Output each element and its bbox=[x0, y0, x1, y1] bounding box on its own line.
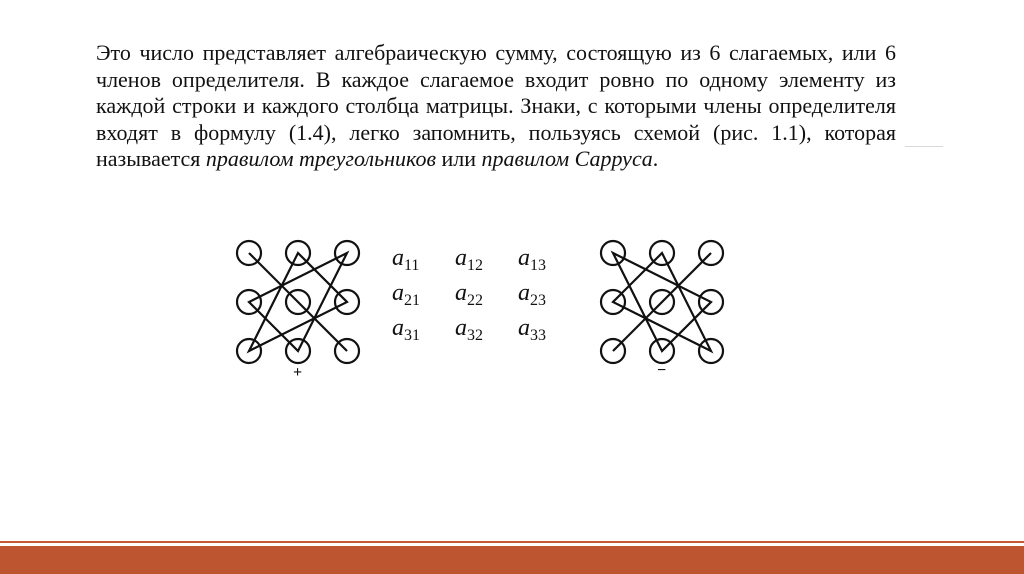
cell-a33: $a_{33}$ bbox=[518, 315, 546, 344]
footer-line bbox=[0, 541, 1024, 543]
diagram-minus bbox=[598, 238, 728, 388]
paragraph bbox=[96, 40, 896, 173]
decorative-line bbox=[905, 146, 943, 147]
sign-plus: + bbox=[293, 364, 303, 381]
cell-a32: $a_{32}$ bbox=[455, 315, 483, 344]
sign-minus: − bbox=[657, 362, 667, 379]
term-triangle-rule: правилом треугольников bbox=[205, 146, 436, 171]
paragraph-end: . bbox=[652, 146, 659, 171]
term-sarrus-rule: правилом Саррусa bbox=[481, 146, 653, 171]
cell-a13: $a_{13}$ bbox=[518, 245, 546, 274]
cell-a11: $a_{11}$ bbox=[392, 245, 420, 274]
paragraph-text: Это число представляет алгебраическую сумму, состоящую из 6 слагаемых, или 6 членов определителя. В каждое слагаемое входит ровно по одному элементу из каждой строки и каждого столбца матрицы. Знаки, с которыми члены определителя входят в формулу (1.4), легко запомнить, пользуясь схемой (рис. 1.1), которая называется bbox=[96, 40, 896, 171]
cell-a31: $a_{31}$ bbox=[392, 315, 420, 344]
footer-bar bbox=[0, 546, 1024, 574]
paragraph-conjunction: или bbox=[436, 146, 482, 171]
cell-a21: $a_{21}$ bbox=[392, 280, 420, 309]
cell-a23: $a_{23}$ bbox=[518, 280, 546, 309]
diagram-plus bbox=[234, 238, 364, 388]
line-anti-diagonal bbox=[613, 253, 711, 351]
line-main-diagonal bbox=[249, 253, 347, 351]
cell-a22: $a_{22}$ bbox=[455, 280, 483, 309]
cell-a12: $a_{12}$ bbox=[455, 245, 483, 274]
